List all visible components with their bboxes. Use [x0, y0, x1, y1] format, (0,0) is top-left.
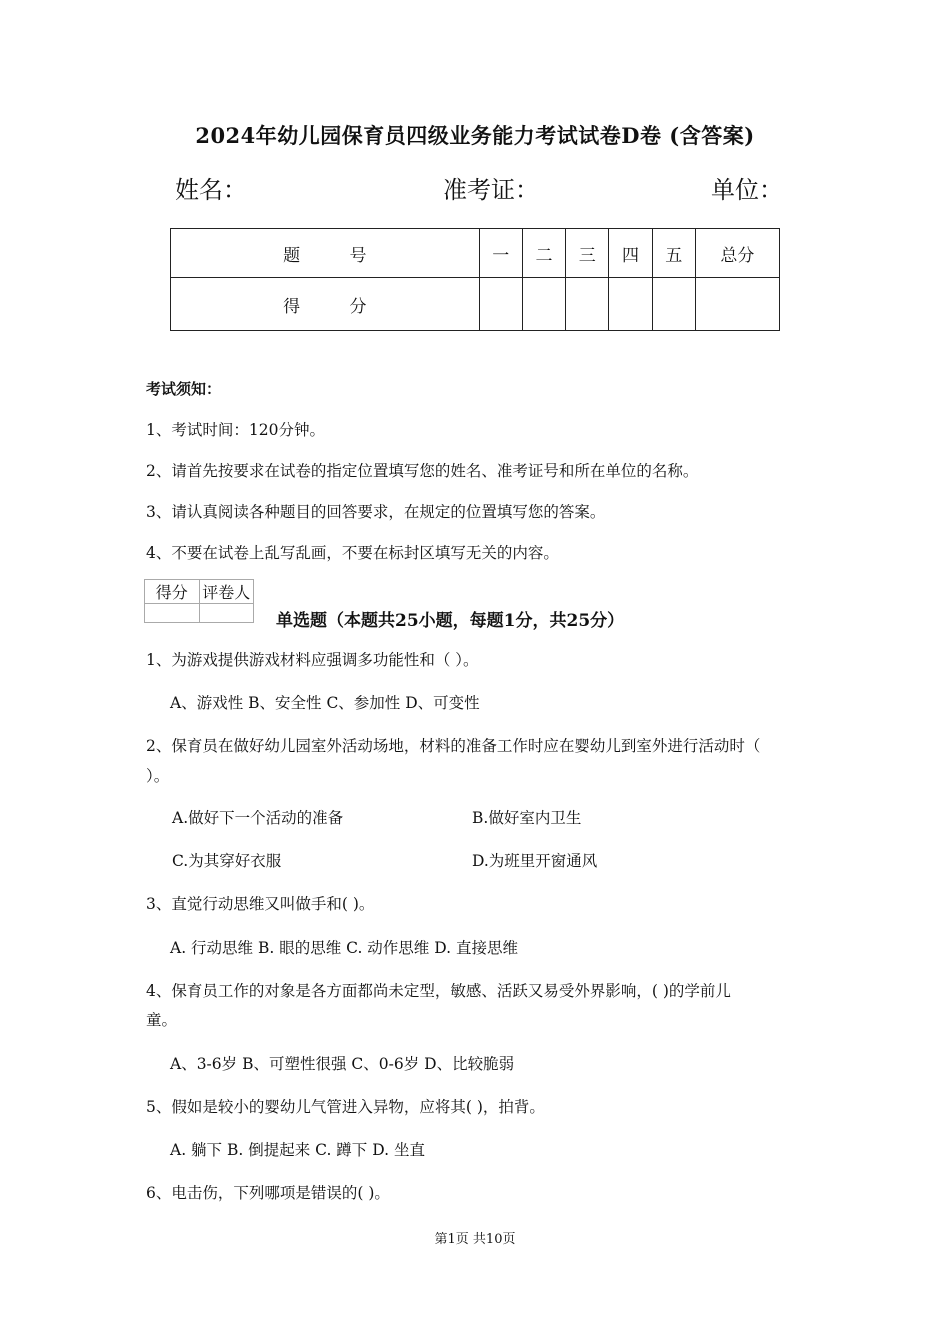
exam-id-field-label: 准考证：: [443, 176, 539, 204]
exam-title: 2024年幼儿园保育员四级业务能力考试试卷D卷 (含答案): [195, 123, 755, 148]
question-2-option-c: C.为其穿好衣服: [172, 852, 282, 870]
question-2-option-d: D.为班里开窗通风: [472, 852, 598, 870]
question-5-stem: 5、假如是较小的婴幼儿气管进入异物，应将其( )，拍背。: [146, 1098, 545, 1116]
grader-reviewer-label: 评卷人: [199, 580, 254, 604]
question-number-label: 题 号: [171, 229, 480, 278]
score-cell[interactable]: [652, 278, 695, 331]
score-table: [170, 228, 780, 331]
score-cell[interactable]: [609, 278, 652, 331]
question-3-stem: 3、直觉行动思维又叫做手和( )。: [146, 895, 375, 913]
grader-box: [144, 579, 254, 623]
question-4-stem: 4、保育员工作的对象是各方面都尚未定型，敏感、活跃又易受外界影响，( )的学前儿: [146, 982, 731, 1000]
score-cell[interactable]: [479, 278, 522, 331]
question-2-stem: 2、保育员在做好幼儿园室外活动场地，材料的准备工作时应在婴幼儿到室外进行活动时（: [146, 737, 761, 755]
page-footer: 第1页 共10页: [434, 1232, 516, 1247]
notice-item: 2、请首先按要求在试卷的指定位置填写您的姓名、准考证号和所在单位的名称。: [146, 462, 699, 480]
question-2-stem-cont: ）。: [146, 767, 170, 785]
unit-field-label: 单位：: [711, 176, 783, 204]
question-4-stem-cont: 童。: [146, 1011, 178, 1029]
grader-score-label: 得分: [145, 580, 200, 604]
score-table-header-row: [171, 229, 780, 278]
grader-score-cell[interactable]: [145, 604, 200, 623]
question-3-options: A. 行动思维 B. 眼的思维 C. 动作思维 D. 直接思维: [170, 939, 518, 957]
column-header: 四: [609, 229, 652, 278]
score-table-score-row: [171, 278, 780, 331]
question-1-stem: 1、为游戏提供游戏材料应强调多功能性和（ ）。: [146, 651, 479, 669]
question-4-options: A、3-6岁 B、可塑性很强 C、0-6岁 D、比较脆弱: [170, 1055, 515, 1073]
column-header: 一: [479, 229, 522, 278]
score-cell[interactable]: [522, 278, 565, 331]
notice-item: 4、不要在试卷上乱写乱画，不要在标封区填写无关的内容。: [146, 544, 559, 562]
question-2-option-b: B.做好室内卫生: [472, 809, 582, 827]
question-6-stem: 6、电击伤，下列哪项是错误的( )。: [146, 1184, 390, 1202]
column-header: 二: [522, 229, 565, 278]
score-row-label: 得 分: [171, 278, 480, 331]
candidate-fields: [175, 170, 783, 204]
column-header: 三: [566, 229, 609, 278]
notice-item: 1、考试时间：120分钟。: [146, 421, 325, 439]
score-cell[interactable]: [566, 278, 609, 331]
column-header: 总分: [695, 229, 779, 278]
section-title: 单选题（本题共25小题，每题1分，共25分）: [276, 611, 625, 631]
question-5-options: A. 躺下 B. 倒提起来 C. 蹲下 D. 坐直: [170, 1141, 425, 1159]
notice-item: 3、请认真阅读各种题目的回答要求，在规定的位置填写您的答案。: [146, 503, 606, 521]
grader-reviewer-cell[interactable]: [199, 604, 254, 623]
name-field-label: 姓名：: [175, 176, 247, 204]
question-2-option-a: A.做好下一个活动的准备: [172, 809, 344, 827]
question-1-options: A、游戏性 B、安全性 C、参加性 D、可变性: [170, 694, 480, 712]
score-cell[interactable]: [695, 278, 779, 331]
notice-heading: 考试须知：: [146, 380, 222, 398]
column-header: 五: [652, 229, 695, 278]
